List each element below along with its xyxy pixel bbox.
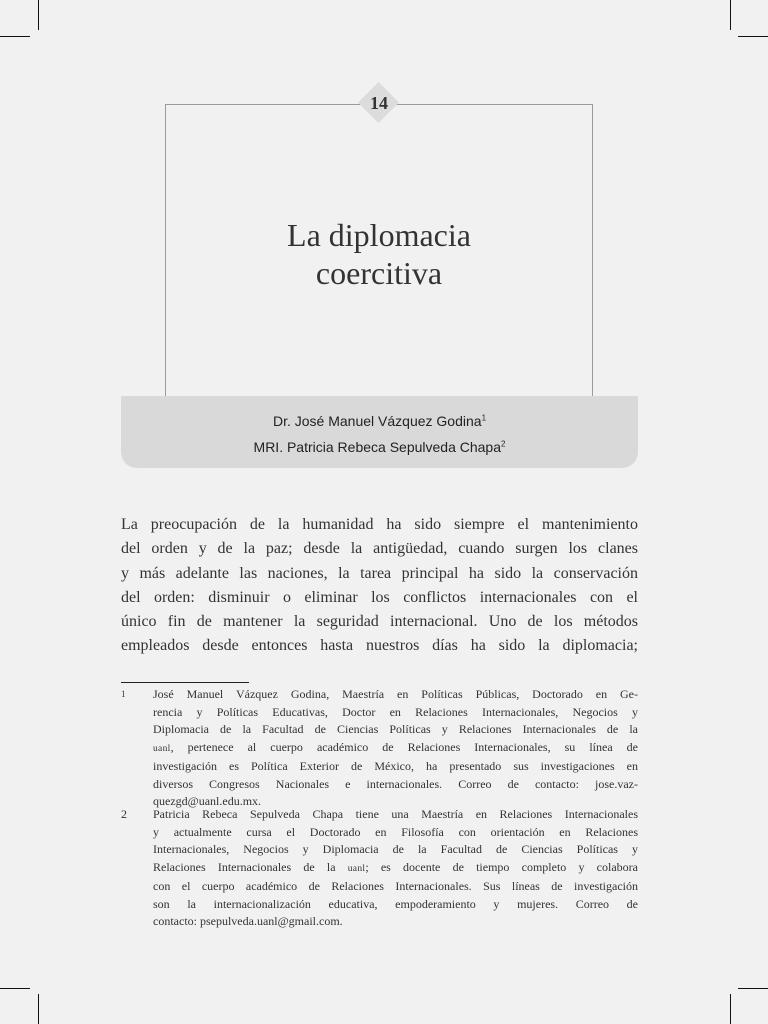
- footnote-line: con el cuerpo académico de Relaciones Internacionales. Sus líneas de investigación: [153, 879, 638, 893]
- footnote-text: [153, 806, 638, 931]
- body-line: del orden y de la paz; desde la antigüedad, cuando surgen los clanes: [121, 540, 638, 558]
- footnote-line: rencia y Políticas Educativas, Doctor en Relaciones Internacionales, Negocios y: [153, 704, 638, 719]
- footnote-number: 1: [121, 689, 126, 699]
- author-1-name: Dr. José Manuel Vázquez Godina: [272, 413, 482, 429]
- crop-mark: [0, 988, 30, 989]
- author-2: [121, 439, 638, 455]
- footnote-number: 2: [121, 807, 127, 821]
- body-paragraph: [121, 513, 638, 659]
- author-2-footnote-ref[interactable]: 2: [501, 439, 506, 449]
- footnote-abbr: uanl: [347, 863, 366, 874]
- footnote-email[interactable]: contacto: psepulveda.uanl@gmail.com.: [153, 914, 343, 928]
- body-line: y más adelante las naciones, la tarea principal ha sido la conservación: [121, 564, 638, 582]
- crop-mark: [738, 36, 768, 37]
- chapter-number: 14: [370, 92, 388, 113]
- author-2-name: MRI. Patricia Rebeca Sepulveda Chapa: [253, 439, 501, 455]
- crop-mark: [738, 988, 768, 989]
- footnote-line: uanl, pertenece al cuerpo académico de Relaciones Internacionales, su línea de: [153, 739, 638, 754]
- crop-mark: [730, 994, 731, 1024]
- footnote-line: Internacionales, Negocios y Diplomacia de la Facultad de Ciencias Políticas y: [153, 842, 638, 856]
- crop-mark: [38, 0, 39, 30]
- body-line: único fin de mantener la seguridad internacional. Uno de los métodos: [121, 613, 638, 631]
- footnote-line: diversos Congresos Nacionales e internacionales. Correo de contacto: jose.vaz-: [153, 776, 638, 791]
- footnote-line: José Manuel Vázquez Godina, Maestría en Políticas Públicas, Doctorado en Ge-: [153, 687, 638, 701]
- footnote-email[interactable]: quezgd@uanl.edu.mx.: [153, 794, 262, 808]
- crop-mark: [38, 994, 39, 1024]
- chapter-title: [165, 216, 593, 292]
- footnote-line: son la internacionalización educativa, empoderamiento y mujeres. Correo de: [153, 896, 638, 911]
- footnote-line: y actualmente cursa el Doctorado en Filosofía con orientación en Relaciones: [153, 824, 638, 839]
- chapter-title-line-1: La diplomacia: [287, 217, 471, 253]
- crop-mark: [730, 0, 731, 30]
- author-1: [121, 413, 638, 429]
- footnote-line: Diplomacia de la Facultad de Ciencias Políticas y Relaciones Internacionales de la: [153, 722, 638, 736]
- footnote-line: Patricia Rebeca Sepulveda Chapa tiene una Maestría en Relaciones Internacionales: [153, 807, 638, 821]
- authors-band: [121, 396, 638, 468]
- body-line: del orden: disminuir o eliminar los conflictos internacionales con el: [121, 588, 638, 606]
- body-line: empleados desde entonces hasta nuestros días ha sido la diplomacia;: [121, 637, 638, 655]
- footnote-text: [153, 686, 638, 811]
- crop-mark: [0, 36, 30, 37]
- footnote-divider: [121, 682, 249, 683]
- footnote-abbr: uanl: [153, 743, 171, 754]
- footnote-line: Relaciones Internacionales de la uanl; es docente de tiempo completo y colabora: [153, 859, 638, 874]
- footnote-line: investigación es Política Exterior de México, ha presentado sus investigaciones en: [153, 759, 638, 773]
- chapter-title-line-2: coercitiva: [315, 255, 443, 291]
- body-line: La preocupación de la humanidad ha sido siempre el mantenimiento: [121, 516, 638, 533]
- chapter-number-badge: [360, 84, 398, 122]
- author-1-footnote-ref[interactable]: 1: [481, 413, 487, 423]
